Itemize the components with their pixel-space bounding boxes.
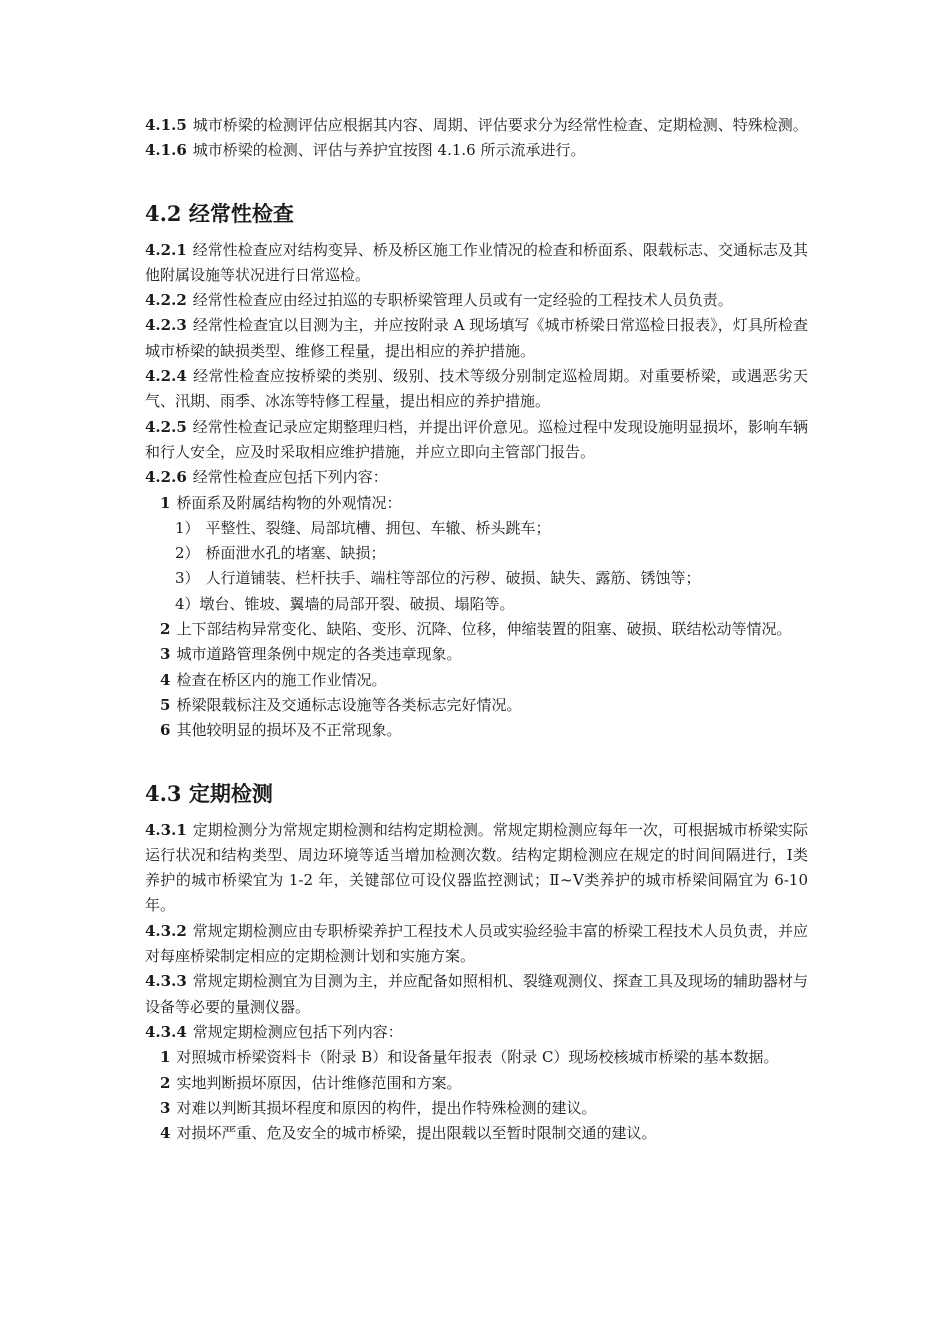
list-item: 5 桥梁限载标注及交通标志设施等各类标志完好情况。	[160, 695, 522, 714]
section-heading-4-2: 4.2 经常性检查	[145, 200, 294, 226]
list-item: 1 桥面系及附属结构物的外观情况：	[160, 493, 402, 512]
list-item: 4 检查在桥区内的施工作业情况。	[160, 670, 387, 689]
list-item: 2 上下部结构异常变化、缺陷、变形、沉降、位移，伸缩装置的阻塞、破损、联结松动等情况。	[160, 620, 792, 639]
clause-4-1-5: 4.1.5 城市桥梁的检测评估应根据其内容、周期、评估要求分为经常性检查、定期检测、特殊检测。	[145, 116, 808, 134]
clause-4-2-6: 4.2.6 经常性检查应包括下列内容：	[145, 468, 388, 487]
list-item: 3 城市道路管理条例中规定的各类违章现象。	[160, 645, 462, 664]
clause-4-2-4: 4.2.4 经常性检查应按桥梁的类别、级别、技术等级分别制定巡检周期。对重要桥梁，或遇恶劣天气、汛期、雨季、冰冻等特修工程量，提出相应的养护措施。	[145, 367, 808, 411]
clause-4-1-6: 4.1.6 城市桥梁的检测、评估与养护宜按图 4.1.6 所示流承进行。	[145, 141, 586, 160]
sub-list-item: 1） 平整性、裂缝、局部坑槽、拥包、车辙、桥头跳车；	[175, 518, 551, 537]
list-item: 6 其他较明显的损坏及不正常现象。	[160, 721, 402, 740]
clause-4-3-3: 4.3.3 常规定期检测宜为目测为主，并应配备如照相机、裂缝观测仪、探查工具及现场的辅助器材与设备等必要的量测仪器。	[145, 972, 808, 1016]
clause-4-3-1: 4.3.1 定期检测分为常规定期检测和结构定期检测。常规定期检测应每年一次，可根据城市桥梁实际运行状况和结构类型、周边环境等适当增加检测次数。结构定期检测应在规定的时间间隔进行，Ⅰ类养护的城市桥梁宜为 1-2 年，关键部位可设仪器监控测试；Ⅱ~Ⅴ类养护的城市桥梁间隔宜为 6-10 年。	[145, 820, 808, 915]
list-item: 3 对难以判断其损坏程度和原因的构件，提出作特殊检测的建议。	[160, 1098, 597, 1117]
clause-4-2-3: 4.2.3 经常性检查宜以目测为主，并应按附录 A 现场填写《城市桥梁日常巡检日报表》，灯具所检查城市桥梁的缺损类型、维修工程量，提出相应的养护措施。	[145, 316, 808, 360]
sub-list-item: 3） 人行道铺装、栏杆扶手、端柱等部位的污秽、破损、缺失、露筋、锈蚀等；	[175, 569, 701, 588]
clause-4-3-2: 4.3.2 常规定期检测应由专职桥梁养护工程技术人员或实验经验丰富的桥梁工程技术人员负责，并应对每座桥梁制定相应的定期检测计划和实施方案。	[145, 921, 808, 966]
section-heading-4-3: 4.3 定期检测	[145, 780, 273, 806]
list-item: 1 对照城市桥梁资料卡（附录 B）和设备量年报表（附录 C）现场校核城市桥梁的基本数据。	[160, 1048, 779, 1067]
sub-list-item: 4）墩台、锥坡、翼墙的局部开裂、破损、塌陷等。	[175, 594, 515, 613]
sub-list-item: 2） 桥面泄水孔的堵塞、缺损；	[175, 544, 386, 563]
clause-4-2-2: 4.2.2 经常性检查应由经过拍巡的专职桥梁管理人员或有一定经验的工程技术人员负责。	[145, 291, 733, 310]
clause-4-3-4: 4.3.4 常规定期检测应包括下列内容：	[145, 1022, 403, 1041]
list-item: 2 实地判断损坏原因，估计维修范围和方案。	[160, 1073, 462, 1092]
clause-4-2-5: 4.2.5 经常性检查记录应定期整理归档，并提出评价意见。巡检过程中发现设施明显损坏，影响车辆和行人安全，应及时采取相应维护措施，并应立即向主管部门报告。	[145, 417, 808, 461]
list-item: 4 对损坏严重、危及安全的城市桥梁，提出限载以至暂时限制交通的建议。	[160, 1124, 657, 1143]
document-body	[145, 113, 808, 1146]
clause-4-2-1: 4.2.1 经常性检查应对结构变异、桥及桥区施工作业情况的检查和桥面系、限载标志、交通标志及其他附属设施等状况进行日常巡检。	[145, 240, 808, 284]
